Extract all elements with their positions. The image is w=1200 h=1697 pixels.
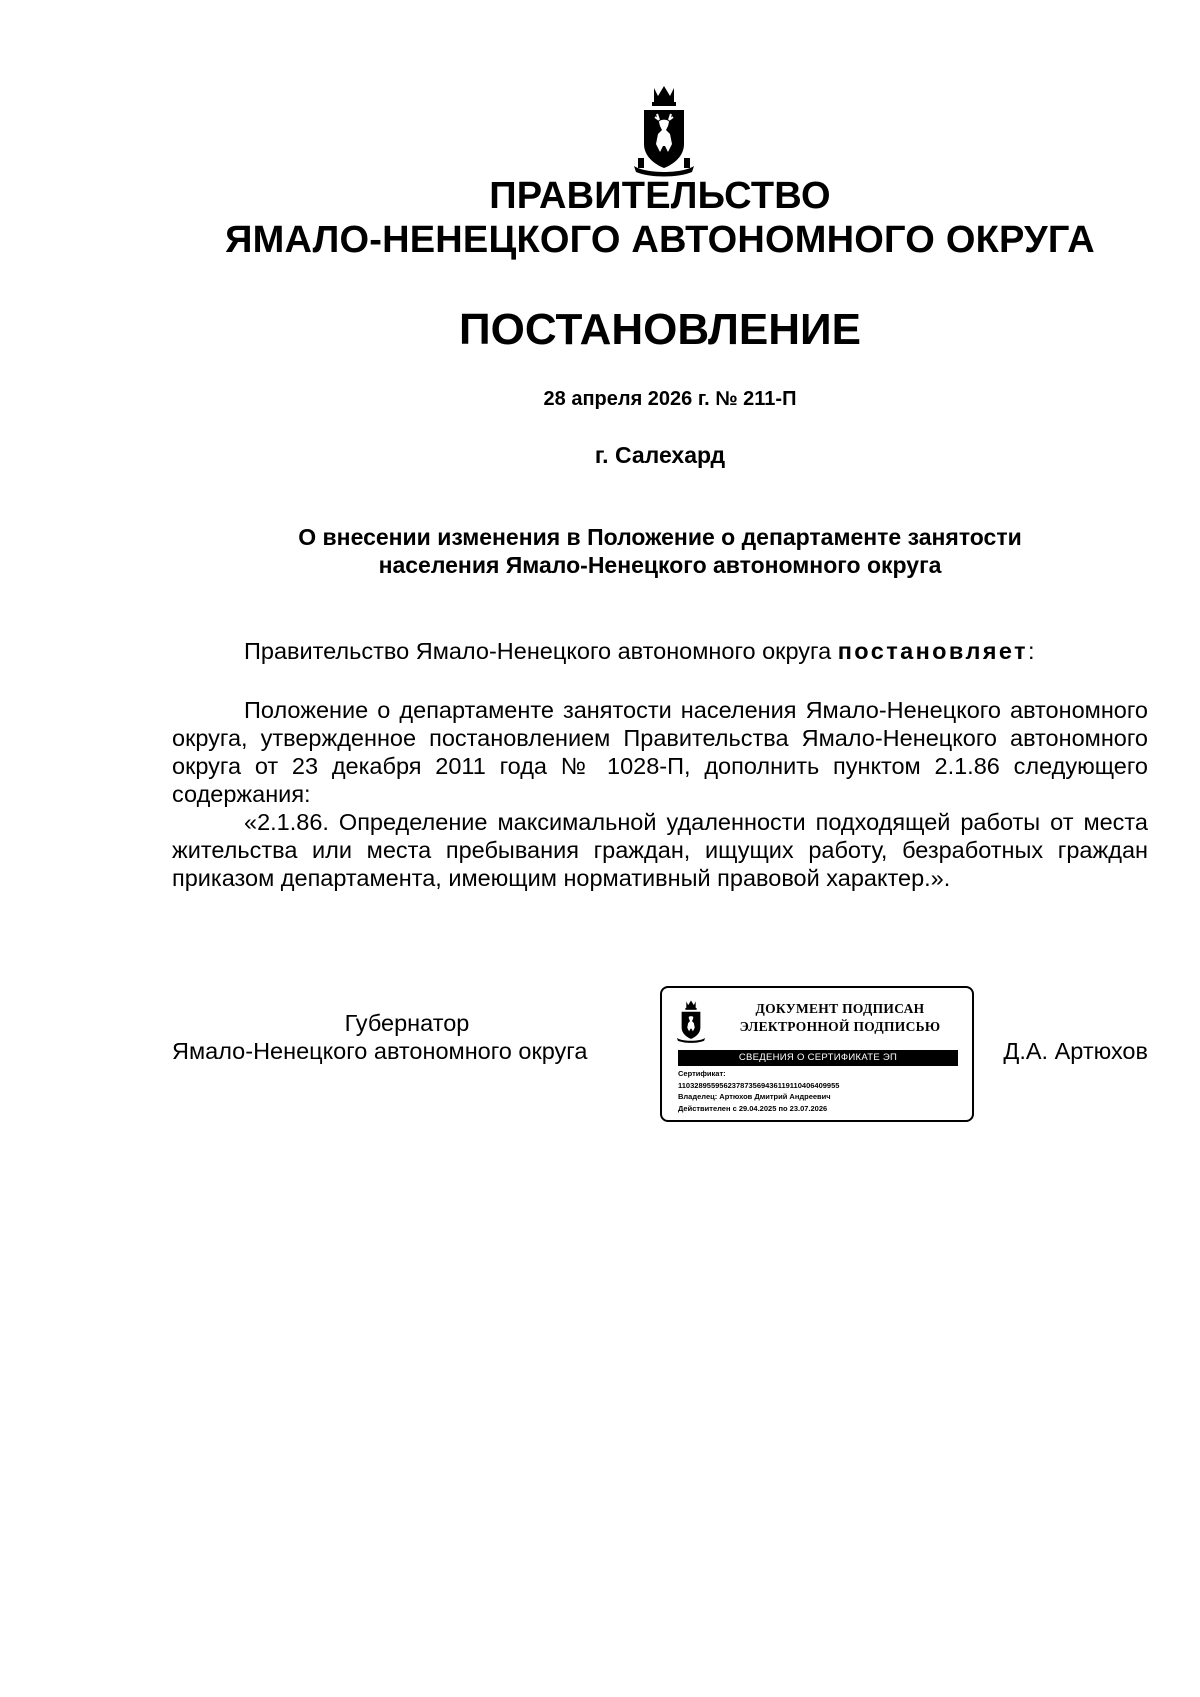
yamal-coat-of-arms-icon bbox=[632, 86, 696, 178]
resolution-paragraph-2: «2.1.86. Определение максимальной удаленности подходящей работы от места жительства или места пребывания граждан, ищущих работу, безработных граждан приказом департамента, имеющим нормативный правовой характер.». bbox=[172, 809, 1148, 891]
stamp-owner: Владелец: Артюхов Дмитрий Андреевич bbox=[678, 1092, 831, 1101]
document-type: ПОСТАНОВЛЕНИЕ bbox=[458, 305, 862, 354]
signatory-role-line2: Ямало-Ненецкого автономного округа bbox=[172, 1038, 588, 1064]
document-date-number: 28 апреля 2026 г. № 211-П bbox=[543, 388, 797, 410]
subject-line2: населения Ямало-Ненецкого автономного округа bbox=[378, 552, 942, 578]
electronic-signature-stamp bbox=[660, 986, 974, 1122]
stamp-title-line1: ДОКУМЕНТ ПОДПИСАН bbox=[755, 1001, 925, 1016]
preamble-verb: постановляет bbox=[837, 638, 1028, 664]
stamp-cert-number: 110328955956237873569436119110406409955 bbox=[678, 1080, 840, 1090]
signatory-role-line1: Губернатор bbox=[344, 1010, 470, 1036]
stamp-title-line2: ЭЛЕКТРОННОЙ ПОДПИСЬЮ bbox=[739, 1019, 941, 1034]
government-name-line1: ПРАВИТЕЛЬСТВО bbox=[489, 175, 831, 217]
signatory-name: Д.А. Артюхов bbox=[1003, 1038, 1148, 1064]
government-name-line2: ЯМАЛО-НЕНЕЦКОГО АВТОНОМНОГО ОКРУГА bbox=[225, 219, 1095, 261]
document-subject bbox=[200, 523, 1120, 579]
stamp-coat-of-arms-icon bbox=[676, 1000, 706, 1044]
signatory-role bbox=[172, 1009, 642, 1065]
resolution-paragraph-1: Положение о департаменте занятости населения Ямало-Ненецкого автономного округа, утвержденное постановлением Правительства Ямало-Ненецкого автономного округа от 23 декабря 2011 года № 1028-П, дополнить пунктом 2.1.86 следующего содержания: bbox=[172, 697, 1148, 807]
stamp-validity: Действителен с 29.04.2025 по 23.07.2026 bbox=[678, 1103, 828, 1113]
preamble-text: Правительство Ямало-Ненецкого автономного округа bbox=[244, 638, 838, 664]
subject-line1: О внесении изменения в Положение о департаменте занятости bbox=[298, 524, 1022, 550]
resolution-preamble bbox=[172, 637, 1148, 665]
stamp-certificate-details bbox=[678, 1068, 968, 1114]
document-city: г. Салехард bbox=[594, 442, 726, 468]
stamp-cert-label: Сертификат: bbox=[678, 1069, 726, 1078]
preamble-colon: : bbox=[1027, 638, 1035, 664]
stamp-title bbox=[720, 1000, 960, 1036]
stamp-certificate-bar: СВЕДЕНИЯ О СЕРТИФИКАТЕ ЭП bbox=[678, 1050, 958, 1066]
